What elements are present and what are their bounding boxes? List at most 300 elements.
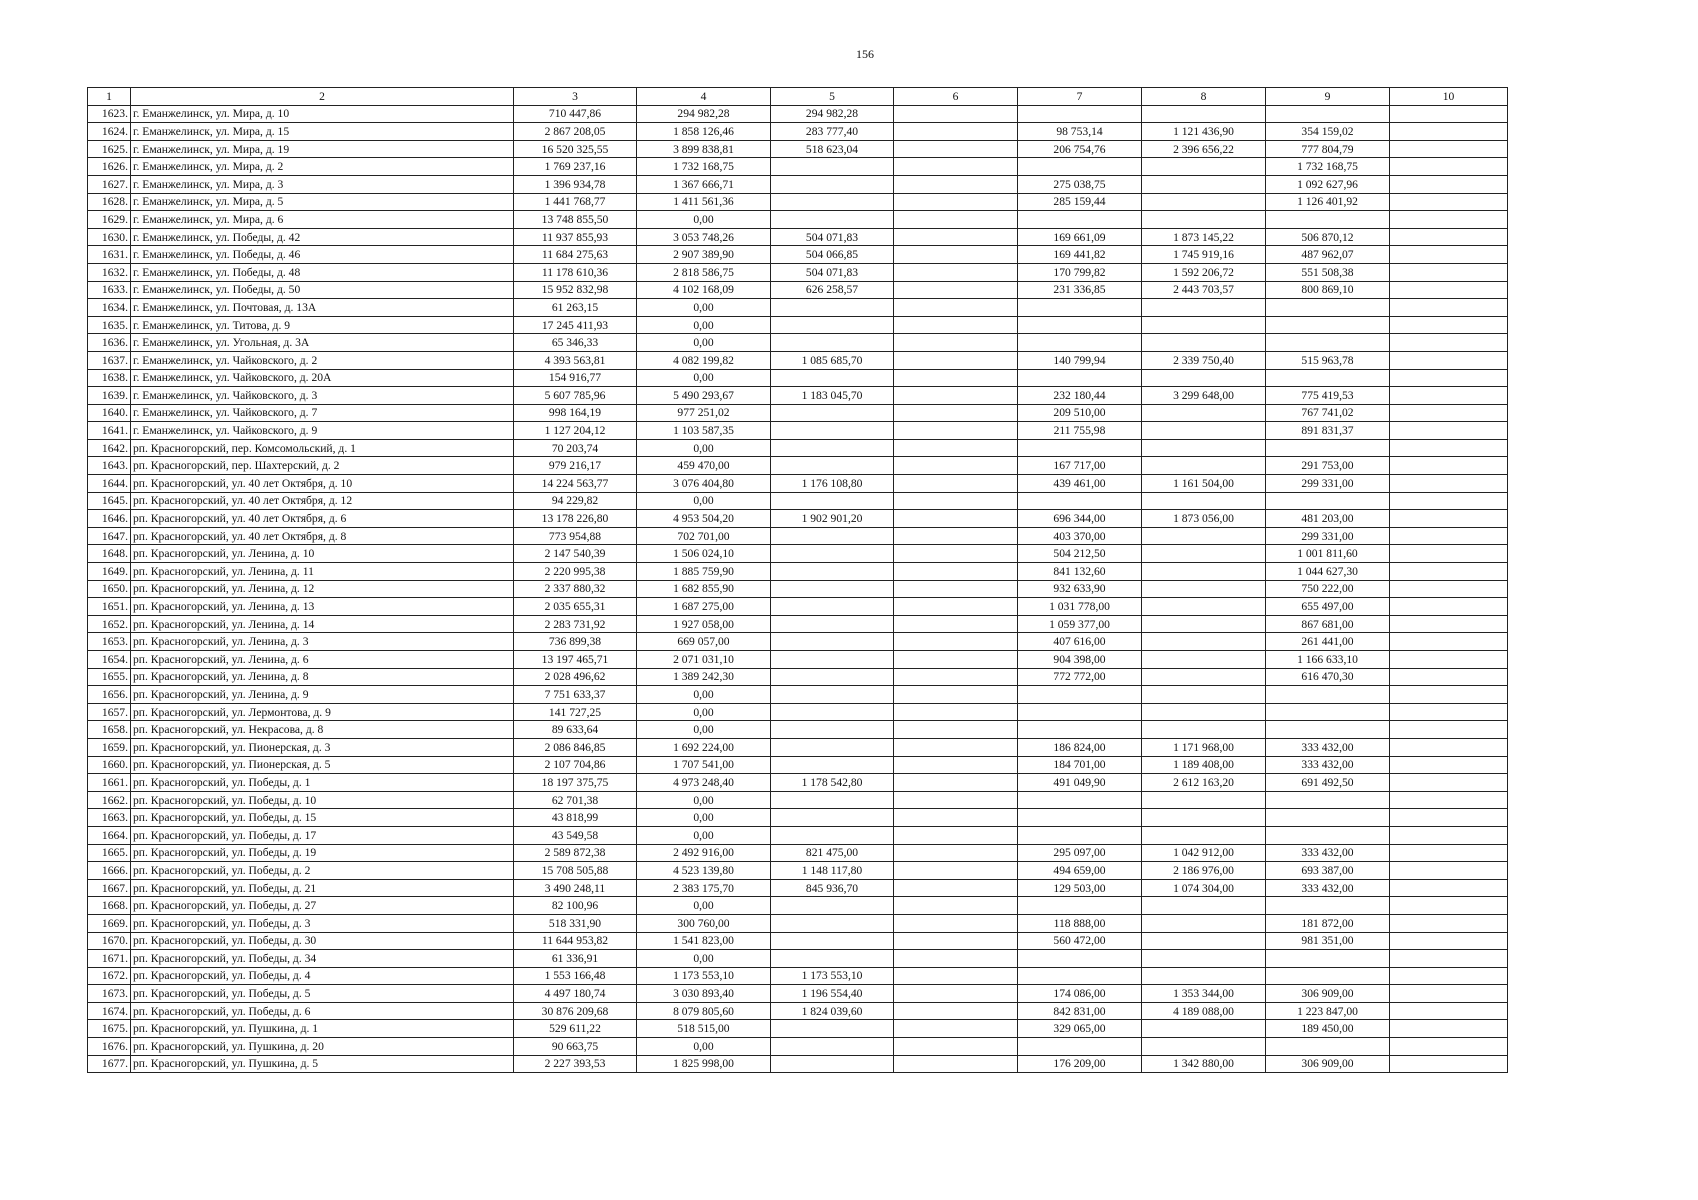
table-row: [88, 457, 1508, 475]
address-cell: рп. Красногорский, ул. Победы, д. 4: [131, 967, 514, 985]
table-row: [88, 897, 1508, 915]
value-cell-col-6: [894, 738, 1018, 756]
value-cell-col-5: 1 176 108,80: [771, 475, 894, 493]
value-cell-col-8: 1 873 145,22: [1142, 228, 1266, 246]
value-cell-col-8: [1142, 651, 1266, 669]
value-cell-col-9: 487 962,07: [1266, 246, 1390, 264]
value-cell-col-5: [771, 299, 894, 317]
value-cell-col-8: [1142, 404, 1266, 422]
value-cell-col-10: [1390, 158, 1508, 176]
value-cell-col-10: [1390, 774, 1508, 792]
value-cell-col-10: [1390, 510, 1508, 528]
address-cell: рп. Красногорский, ул. Победы, д. 27: [131, 897, 514, 915]
value-cell-col-6: [894, 914, 1018, 932]
value-cell-col-5: 504 071,83: [771, 228, 894, 246]
value-cell-col-4: 1 692 224,00: [637, 738, 771, 756]
value-cell-col-5: [771, 193, 894, 211]
value-cell-col-6: [894, 1038, 1018, 1056]
value-cell-col-7: 275 038,75: [1018, 175, 1142, 193]
value-cell-col-8: 4 189 088,00: [1142, 1002, 1266, 1020]
row-number-cell: 1671.: [88, 950, 131, 968]
value-cell-col-4: 4 523 139,80: [637, 862, 771, 880]
value-cell-col-7: 842 831,00: [1018, 1002, 1142, 1020]
value-cell-col-6: [894, 1002, 1018, 1020]
value-cell-col-4: 0,00: [637, 211, 771, 229]
value-cell-col-7: [1018, 316, 1142, 334]
value-cell-col-9: 551 508,38: [1266, 263, 1390, 281]
value-cell-col-9: [1266, 105, 1390, 123]
value-cell-col-10: [1390, 756, 1508, 774]
value-cell-col-3: 65 346,33: [514, 334, 637, 352]
address-cell: рп. Красногорский, ул. Победы, д. 3: [131, 914, 514, 932]
table-row: [88, 369, 1508, 387]
value-cell-col-7: 407 616,00: [1018, 633, 1142, 651]
value-cell-col-10: [1390, 826, 1508, 844]
value-cell-col-6: [894, 985, 1018, 1003]
value-cell-col-6: [894, 123, 1018, 141]
address-cell: рп. Красногорский, ул. Ленина, д. 9: [131, 686, 514, 704]
value-cell-col-4: 0,00: [637, 897, 771, 915]
value-cell-col-3: 62 701,38: [514, 791, 637, 809]
value-cell-col-10: [1390, 651, 1508, 669]
value-cell-col-4: 3 899 838,81: [637, 140, 771, 158]
value-cell-col-9: [1266, 492, 1390, 510]
address-cell: рп. Красногорский, ул. Победы, д. 15: [131, 809, 514, 827]
value-cell-col-6: [894, 721, 1018, 739]
table-row: [88, 351, 1508, 369]
value-cell-col-3: 154 916,77: [514, 369, 637, 387]
row-number-cell: 1639.: [88, 387, 131, 405]
value-cell-col-7: 772 772,00: [1018, 668, 1142, 686]
address-cell: рп. Красногорский, ул. Победы, д. 21: [131, 879, 514, 897]
value-cell-col-5: [771, 914, 894, 932]
value-cell-col-6: [894, 158, 1018, 176]
value-cell-col-4: 4 953 504,20: [637, 510, 771, 528]
value-cell-col-5: 504 066,85: [771, 246, 894, 264]
row-number-cell: 1669.: [88, 914, 131, 932]
value-cell-col-8: 2 612 163,20: [1142, 774, 1266, 792]
table-row: [88, 211, 1508, 229]
value-cell-col-8: [1142, 545, 1266, 563]
table-row: [88, 404, 1508, 422]
value-cell-col-8: [1142, 686, 1266, 704]
value-cell-col-8: [1142, 1038, 1266, 1056]
value-cell-col-6: [894, 351, 1018, 369]
value-cell-col-10: [1390, 1055, 1508, 1073]
row-number-cell: 1627.: [88, 175, 131, 193]
value-cell-col-10: [1390, 545, 1508, 563]
value-cell-col-9: 867 681,00: [1266, 615, 1390, 633]
row-number-cell: 1642.: [88, 439, 131, 457]
table-row: [88, 545, 1508, 563]
value-cell-col-8: [1142, 703, 1266, 721]
value-cell-col-4: 0,00: [637, 686, 771, 704]
value-cell-col-3: 2 086 846,85: [514, 738, 637, 756]
column-header-1: 1: [88, 88, 131, 106]
value-cell-col-4: 0,00: [637, 439, 771, 457]
value-cell-col-8: 2 186 976,00: [1142, 862, 1266, 880]
column-header-5: 5: [771, 88, 894, 106]
column-header-3: 3: [514, 88, 637, 106]
value-cell-col-5: [771, 686, 894, 704]
value-cell-col-3: 82 100,96: [514, 897, 637, 915]
value-cell-col-5: [771, 563, 894, 581]
value-cell-col-6: [894, 246, 1018, 264]
table-row: [88, 1020, 1508, 1038]
value-cell-col-9: 261 441,00: [1266, 633, 1390, 651]
value-cell-col-3: 141 727,25: [514, 703, 637, 721]
value-cell-col-8: [1142, 668, 1266, 686]
value-cell-col-10: [1390, 175, 1508, 193]
value-cell-col-7: [1018, 158, 1142, 176]
value-cell-col-6: [894, 774, 1018, 792]
value-cell-col-5: [771, 158, 894, 176]
value-cell-col-8: [1142, 334, 1266, 352]
value-cell-col-6: [894, 580, 1018, 598]
value-cell-col-7: 1 031 778,00: [1018, 598, 1142, 616]
value-cell-col-8: [1142, 580, 1266, 598]
value-cell-col-6: [894, 809, 1018, 827]
value-cell-col-10: [1390, 263, 1508, 281]
value-cell-col-6: [894, 826, 1018, 844]
table-row: [88, 475, 1508, 493]
value-cell-col-4: 1 506 024,10: [637, 545, 771, 563]
address-cell: рп. Красногорский, ул. Победы, д. 19: [131, 844, 514, 862]
value-cell-col-8: [1142, 158, 1266, 176]
address-cell: рп. Красногорский, ул. Пионерская, д. 5: [131, 756, 514, 774]
value-cell-col-4: 3 076 404,80: [637, 475, 771, 493]
value-cell-col-5: 518 623,04: [771, 140, 894, 158]
value-cell-col-6: [894, 527, 1018, 545]
value-cell-col-9: [1266, 809, 1390, 827]
value-cell-col-7: 560 472,00: [1018, 932, 1142, 950]
address-cell: рп. Красногорский, ул. Ленина, д. 10: [131, 545, 514, 563]
value-cell-col-3: 11 937 855,93: [514, 228, 637, 246]
value-cell-col-7: 186 824,00: [1018, 738, 1142, 756]
value-cell-col-6: [894, 439, 1018, 457]
row-number-cell: 1672.: [88, 967, 131, 985]
value-cell-col-10: [1390, 703, 1508, 721]
value-cell-col-9: [1266, 791, 1390, 809]
value-cell-col-3: 773 954,88: [514, 527, 637, 545]
value-cell-col-10: [1390, 299, 1508, 317]
row-number-cell: 1676.: [88, 1038, 131, 1056]
value-cell-col-8: [1142, 316, 1266, 334]
row-number-cell: 1670.: [88, 932, 131, 950]
value-cell-col-6: [894, 545, 1018, 563]
row-number-cell: 1636.: [88, 334, 131, 352]
value-cell-col-9: 291 753,00: [1266, 457, 1390, 475]
value-cell-col-6: [894, 862, 1018, 880]
address-cell: г. Еманжелинск, ул. Угольная, д. 3А: [131, 334, 514, 352]
value-cell-col-6: [894, 404, 1018, 422]
value-cell-col-3: 529 611,22: [514, 1020, 637, 1038]
value-cell-col-9: 299 331,00: [1266, 475, 1390, 493]
value-cell-col-7: 696 344,00: [1018, 510, 1142, 528]
value-cell-col-7: 504 212,50: [1018, 545, 1142, 563]
address-cell: г. Еманжелинск, ул. Мира, д. 6: [131, 211, 514, 229]
value-cell-col-9: [1266, 950, 1390, 968]
table-row: [88, 721, 1508, 739]
address-cell: рп. Красногорский, ул. 40 лет Октября, д. 8: [131, 527, 514, 545]
row-number-cell: 1659.: [88, 738, 131, 756]
value-cell-col-6: [894, 563, 1018, 581]
table-row: [88, 105, 1508, 123]
table-row: [88, 633, 1508, 651]
row-number-cell: 1623.: [88, 105, 131, 123]
value-cell-col-3: 4 497 180,74: [514, 985, 637, 1003]
value-cell-col-3: 1 769 237,16: [514, 158, 637, 176]
value-cell-col-10: [1390, 809, 1508, 827]
value-cell-col-7: [1018, 686, 1142, 704]
value-cell-col-5: [771, 1055, 894, 1073]
value-cell-col-4: 1 687 275,00: [637, 598, 771, 616]
value-cell-col-9: [1266, 686, 1390, 704]
row-number-cell: 1663.: [88, 809, 131, 827]
value-cell-col-7: 491 049,90: [1018, 774, 1142, 792]
value-cell-col-6: [894, 686, 1018, 704]
value-cell-col-3: 94 229,82: [514, 492, 637, 510]
value-cell-col-9: 333 432,00: [1266, 879, 1390, 897]
value-cell-col-3: 1 127 204,12: [514, 422, 637, 440]
address-cell: г. Еманжелинск, ул. Победы, д. 46: [131, 246, 514, 264]
value-cell-col-8: [1142, 721, 1266, 739]
value-cell-col-9: 891 831,37: [1266, 422, 1390, 440]
value-cell-col-7: [1018, 105, 1142, 123]
row-number-cell: 1664.: [88, 826, 131, 844]
value-cell-col-7: 932 633,90: [1018, 580, 1142, 598]
row-number-cell: 1624.: [88, 123, 131, 141]
address-cell: г. Еманжелинск, ул. Чайковского, д. 7: [131, 404, 514, 422]
value-cell-col-5: [771, 932, 894, 950]
row-number-cell: 1628.: [88, 193, 131, 211]
value-cell-col-9: 333 432,00: [1266, 738, 1390, 756]
value-cell-col-6: [894, 299, 1018, 317]
value-cell-col-5: [771, 492, 894, 510]
table-row: [88, 774, 1508, 792]
value-cell-col-9: 1 166 633,10: [1266, 651, 1390, 669]
address-cell: рп. Красногорский, ул. Ленина, д. 11: [131, 563, 514, 581]
value-cell-col-4: 1 367 666,71: [637, 175, 771, 193]
value-cell-col-8: [1142, 422, 1266, 440]
value-cell-col-10: [1390, 914, 1508, 932]
value-cell-col-5: [771, 457, 894, 475]
table-row: [88, 439, 1508, 457]
value-cell-col-8: 1 353 344,00: [1142, 985, 1266, 1003]
value-cell-col-8: [1142, 615, 1266, 633]
value-cell-col-5: [771, 809, 894, 827]
value-cell-col-9: [1266, 439, 1390, 457]
value-cell-col-10: [1390, 879, 1508, 897]
value-cell-col-3: 13 748 855,50: [514, 211, 637, 229]
value-cell-col-9: [1266, 334, 1390, 352]
value-cell-col-7: [1018, 703, 1142, 721]
table-row: [88, 175, 1508, 193]
table-row: [88, 1055, 1508, 1073]
value-cell-col-6: [894, 879, 1018, 897]
value-cell-col-6: [894, 651, 1018, 669]
value-cell-col-3: 43 818,99: [514, 809, 637, 827]
value-cell-col-3: 61 336,91: [514, 950, 637, 968]
value-cell-col-4: 0,00: [637, 809, 771, 827]
value-cell-col-9: 189 450,00: [1266, 1020, 1390, 1038]
table-row: [88, 263, 1508, 281]
column-header-6: 6: [894, 88, 1018, 106]
row-number-cell: 1643.: [88, 457, 131, 475]
value-cell-col-6: [894, 387, 1018, 405]
value-cell-col-9: 306 909,00: [1266, 985, 1390, 1003]
value-cell-col-6: [894, 140, 1018, 158]
value-cell-col-9: 481 203,00: [1266, 510, 1390, 528]
value-cell-col-10: [1390, 633, 1508, 651]
row-number-cell: 1658.: [88, 721, 131, 739]
value-cell-col-6: [894, 193, 1018, 211]
address-cell: г. Еманжелинск, ул. Победы, д. 50: [131, 281, 514, 299]
value-cell-col-4: 5 490 293,67: [637, 387, 771, 405]
value-cell-col-10: [1390, 1020, 1508, 1038]
value-cell-col-10: [1390, 791, 1508, 809]
value-cell-col-10: [1390, 475, 1508, 493]
address-cell: г. Еманжелинск, ул. Мира, д. 2: [131, 158, 514, 176]
value-cell-col-3: 4 393 563,81: [514, 351, 637, 369]
value-cell-col-7: 170 799,82: [1018, 263, 1142, 281]
value-cell-col-4: 8 079 805,60: [637, 1002, 771, 1020]
value-cell-col-8: [1142, 809, 1266, 827]
value-cell-col-5: [771, 738, 894, 756]
table-row: [88, 228, 1508, 246]
address-cell: рп. Красногорский, ул. Пушкина, д. 1: [131, 1020, 514, 1038]
value-cell-col-8: [1142, 439, 1266, 457]
address-cell: рп. Красногорский, ул. Ленина, д. 13: [131, 598, 514, 616]
value-cell-col-4: 2 383 175,70: [637, 879, 771, 897]
value-cell-col-5: 1 178 542,80: [771, 774, 894, 792]
value-cell-col-3: 90 663,75: [514, 1038, 637, 1056]
value-cell-col-6: [894, 756, 1018, 774]
table-row: [88, 950, 1508, 968]
address-cell: г. Еманжелинск, ул. Мира, д. 5: [131, 193, 514, 211]
value-cell-col-5: [771, 651, 894, 669]
value-cell-col-7: 176 209,00: [1018, 1055, 1142, 1073]
table-row: [88, 422, 1508, 440]
value-cell-col-7: 206 754,76: [1018, 140, 1142, 158]
value-cell-col-9: 981 351,00: [1266, 932, 1390, 950]
value-cell-col-3: 2 107 704,86: [514, 756, 637, 774]
value-cell-col-4: 0,00: [637, 492, 771, 510]
data-table: [87, 87, 1508, 1073]
column-header-10: 10: [1390, 88, 1508, 106]
value-cell-col-9: [1266, 826, 1390, 844]
value-cell-col-3: 3 490 248,11: [514, 879, 637, 897]
value-cell-col-6: [894, 1055, 1018, 1073]
value-cell-col-7: 129 503,00: [1018, 879, 1142, 897]
value-cell-col-6: [894, 228, 1018, 246]
table-row: [88, 967, 1508, 985]
value-cell-col-10: [1390, 457, 1508, 475]
row-number-cell: 1640.: [88, 404, 131, 422]
table-row: [88, 563, 1508, 581]
value-cell-col-4: 1 682 855,90: [637, 580, 771, 598]
value-cell-col-8: 1 171 968,00: [1142, 738, 1266, 756]
value-cell-col-4: 2 907 389,90: [637, 246, 771, 264]
value-cell-col-8: [1142, 932, 1266, 950]
value-cell-col-9: 693 387,00: [1266, 862, 1390, 880]
value-cell-col-9: 1 092 627,96: [1266, 175, 1390, 193]
table-row: [88, 387, 1508, 405]
address-cell: рп. Красногорский, ул. Пушкина, д. 20: [131, 1038, 514, 1056]
column-header-7: 7: [1018, 88, 1142, 106]
value-cell-col-8: 2 443 703,57: [1142, 281, 1266, 299]
table-row: [88, 738, 1508, 756]
address-cell: г. Еманжелинск, ул. Титова, д. 9: [131, 316, 514, 334]
value-cell-col-4: 3 053 748,26: [637, 228, 771, 246]
value-cell-col-7: [1018, 334, 1142, 352]
value-cell-col-8: [1142, 598, 1266, 616]
value-cell-col-3: 2 867 208,05: [514, 123, 637, 141]
row-number-cell: 1674.: [88, 1002, 131, 1020]
address-cell: рп. Красногорский, ул. Ленина, д. 8: [131, 668, 514, 686]
value-cell-col-8: [1142, 457, 1266, 475]
value-cell-col-6: [894, 211, 1018, 229]
value-cell-col-5: [771, 334, 894, 352]
value-cell-col-9: 691 492,50: [1266, 774, 1390, 792]
value-cell-col-8: 1 042 912,00: [1142, 844, 1266, 862]
value-cell-col-9: 800 869,10: [1266, 281, 1390, 299]
row-number-cell: 1660.: [88, 756, 131, 774]
address-cell: рп. Красногорский, ул. Победы, д. 2: [131, 862, 514, 880]
row-number-cell: 1626.: [88, 158, 131, 176]
value-cell-col-4: 1 411 561,36: [637, 193, 771, 211]
value-cell-col-5: 504 071,83: [771, 263, 894, 281]
table-row: [88, 932, 1508, 950]
value-cell-col-9: 655 497,00: [1266, 598, 1390, 616]
value-cell-col-4: 1 885 759,90: [637, 563, 771, 581]
address-cell: рп. Красногорский, ул. Пионерская, д. 3: [131, 738, 514, 756]
address-cell: рп. Красногорский, ул. Победы, д. 17: [131, 826, 514, 844]
value-cell-col-8: 1 873 056,00: [1142, 510, 1266, 528]
address-cell: рп. Красногорский, ул. Победы, д. 34: [131, 950, 514, 968]
value-cell-col-3: 70 203,74: [514, 439, 637, 457]
value-cell-col-4: 518 515,00: [637, 1020, 771, 1038]
value-cell-col-7: [1018, 809, 1142, 827]
value-cell-col-4: 1 389 242,30: [637, 668, 771, 686]
row-number-cell: 1673.: [88, 985, 131, 1003]
value-cell-col-5: 283 777,40: [771, 123, 894, 141]
value-cell-col-6: [894, 897, 1018, 915]
value-cell-col-7: 169 661,09: [1018, 228, 1142, 246]
value-cell-col-10: [1390, 369, 1508, 387]
value-cell-col-6: [894, 175, 1018, 193]
value-cell-col-9: 181 872,00: [1266, 914, 1390, 932]
table-row: [88, 193, 1508, 211]
value-cell-col-7: [1018, 791, 1142, 809]
value-cell-col-9: 775 419,53: [1266, 387, 1390, 405]
value-cell-col-9: [1266, 211, 1390, 229]
value-cell-col-4: 1 858 126,46: [637, 123, 771, 141]
value-cell-col-3: 30 876 209,68: [514, 1002, 637, 1020]
row-number-cell: 1656.: [88, 686, 131, 704]
value-cell-col-10: [1390, 580, 1508, 598]
value-cell-col-8: [1142, 193, 1266, 211]
table-row: [88, 598, 1508, 616]
table-row: [88, 879, 1508, 897]
value-cell-col-9: 767 741,02: [1266, 404, 1390, 422]
value-cell-col-3: 979 216,17: [514, 457, 637, 475]
value-cell-col-6: [894, 703, 1018, 721]
value-cell-col-9: 777 804,79: [1266, 140, 1390, 158]
value-cell-col-8: [1142, 826, 1266, 844]
value-cell-col-9: [1266, 369, 1390, 387]
value-cell-col-5: 1 902 901,20: [771, 510, 894, 528]
